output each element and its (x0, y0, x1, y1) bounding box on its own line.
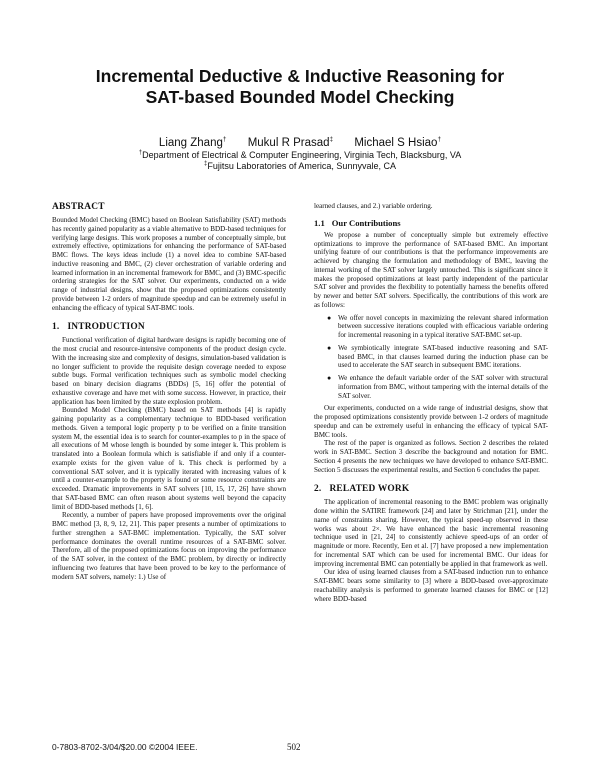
page-number: 502 (287, 742, 301, 752)
bullet-icon: ● (327, 374, 332, 382)
bullet-icon: ● (327, 313, 332, 322)
title-line-1: Incremental Deductive & Inductive Reasoning for (95, 66, 505, 86)
abstract-heading: ABSTRACT (52, 202, 105, 212)
introduction-heading: 1. INTRODUCTION (52, 322, 145, 333)
contributions-paragraph-2: Our experiments, conducted on a wide range of industrial designs, show that the proposed optimizations consistently provide between 1-2 orders of magnitude speedup and can be extremely useful in enhancing the efficacy of typical SAT-BMC tools. (314, 404, 548, 439)
intro-paragraph-1: Functional verification of digital hardware designs is rapidly becoming one of the most crucial and resource-intensive components of the product design cycle. With the increasing size and complexity of designs, simulation-based validation is no longer sufficient to provide the requisite design coverage needed to expose subtle bugs. Formal verification techniques such as symbolic model checking based on binary decision diagrams (BDDs) [5, 16] offer the potential of exhaustive coverage and have met with some success. However, in practice, their application has been limited by the state explosion problem. (52, 336, 286, 406)
related-work-heading: 2. RELATED WORK (314, 484, 410, 495)
title-line-2: SAT-based Bounded Model Checking (145, 87, 455, 107)
related-paragraph-1: The application of incremental reasoning to the BMC problem was originally done within the SATIRE framework [24] and later by Strichman [21], under the name of constraints sharing. However, the typical speed-up observed in these works was about 2×. We have enhanced the basic incremental reasoning technique used in [21, 24] to consistently achieve speed-ups of an order of magnitude or more. Recently, Een et al. [7] have proposed a new implementation for incremental SAT which can be used for incremental BMC. Our ideas for improving incremental BMC can potentially be applied in that framework as well. (314, 498, 548, 568)
author-1: Liang Zhang† (158, 136, 227, 149)
author-3: Michael S Hsiao† (354, 136, 442, 149)
copyright-notice: 0-7803-8702-3/04/$20.00 ©2004 IEEE. (52, 742, 198, 752)
right-column (314, 202, 548, 603)
intro-paragraph-2: Bounded Model Checking (BMC) based on SAT methods [4] is rapidly gaining popularity as a complementary technique to BDD-based verification methods. Given a temporal logic property p to be verified on a finite transition system M, the essential idea is to search for counter-examples to p in the space of all executions of M whose length is bounded by some integer k. This problem is translated into a Boolean formula which is satisfiable if and only if a counter-example exists for the given value of k. This check is performed by a conventional SAT solver, and it is typically iterated with increasing values of k until a counter-example to the property is found or some resource constraints are exceeded. Dramatic improvements in SAT solvers [10, 15, 17, 26] have shown that SAT-based BMC can often reason about systems well beyond the capacity limit of BDD-based methods [1, 6]. (52, 406, 286, 511)
list-item: ● We offer novel concepts in maximizing the relevant shared information between successive iterations coupled with efficacious variable ordering for incremental reasoning in a typical iterative SAT-BMC set-up. (327, 313, 548, 339)
contributions-intro: We propose a number of conceptually simple but extremely effective optimizations to improve the performance of SAT-based BMC. An important unifying feature of our contributions is that the performance improvements are achieved by changing the formulation and methodology of BMC, leaving the internal working of the SAT solver largely untouched. This is significant since it makes the proposed optimizations at least partly independent of the particular SAT solver and provides the flexibility to potentially harness the benefits offered by newer and better SAT solvers. Specifically, the contributions of this work are as follows: (314, 230, 548, 309)
continuation-text: learned clauses, and 2.) variable ordering. (314, 202, 433, 210)
author-2: Mukul R Prasad‡ (247, 136, 334, 149)
bullet-icon: ● (327, 343, 332, 352)
affiliation-1: †Department of Electrical & Computer Engineering, Virginia Tech, Blacksburg, VA (138, 150, 462, 160)
abstract-text: Bounded Model Checking (BMC) based on Boolean Satisfiability (SAT) methods has recently gained popularity as a viable alternative to BDD-based techniques for verifying large designs. This work proposes a number of conceptually simple, but extremely effective, optimizations for enhancing the performance of SAT-based BMC flows. The keys ideas include (1) a novel idea to combine SAT-based inductive reasoning and BMC, (2) clever orchestration of variable ordering and learned information in an incremental framework for BMC, and (3) BMC-specific ordering strategies for the SAT solver. Our experiments, conducted on a wide range of industrial designs, show that the proposed optimizations consistently provide between 1-2 orders of magnitude speedup and can be extremely useful in enhancing the efficacy of typical SAT-BMC tools. (52, 216, 286, 312)
contributions-list (314, 314, 548, 401)
list-item: ● We symbiotically integrate SAT-based inductive reasoning and SAT-based BMC, in that clauses learned during the induction phase can be used to accelerate the SAT search in subsequent BMC iterations. (327, 343, 548, 370)
list-item: ● We enhance the default variable order of the SAT solver with structural information from BMC, without tampering with the internal details of the SAT solver. (327, 374, 548, 400)
intro-paragraph-3: Recently, a number of papers have proposed improvements over the original BMC method [3, 8, 9, 12, 21]. This paper presents a number of optimizations to further strengthen a SAT-BMC implementation. Typically, the SAT solver performance dominates the overall runtime resources of a SAT-BMC solver. Therefore, all of the proposed optimizations focus on improving the performance of the SAT solver, in the context of the BMC problem, by directly or indirectly influencing two features that have been proved to be key to the performance of modern SAT solvers, namely: 1.) Use of (52, 511, 286, 581)
paper-title (40, 66, 560, 108)
related-paragraph-2: Our idea of using learned clauses from a SAT-based induction run to enhance SAT-BMC bears some similarity to [3] where a BDD-based over-approximate reachability analysis is performed to generate learned clauses for BMC or [12] where BDD-based (314, 568, 548, 603)
contributions-heading: 1.1 Our Contributions (314, 217, 401, 228)
contributions-paragraph-3: The rest of the paper is organized as follows. Section 2 describes the related work in SAT-BMC. Section 3 describe the background and notation for BMC. Section 4 presents the new techniques we have developed to enhance SAT-BMC. Section 5 discusses the experimental results, and Section 6 concludes the paper. (314, 439, 548, 474)
affiliation-2: ‡Fujitsu Laboratories of America, Sunnyvale, CA (204, 161, 396, 171)
left-column (52, 202, 286, 581)
